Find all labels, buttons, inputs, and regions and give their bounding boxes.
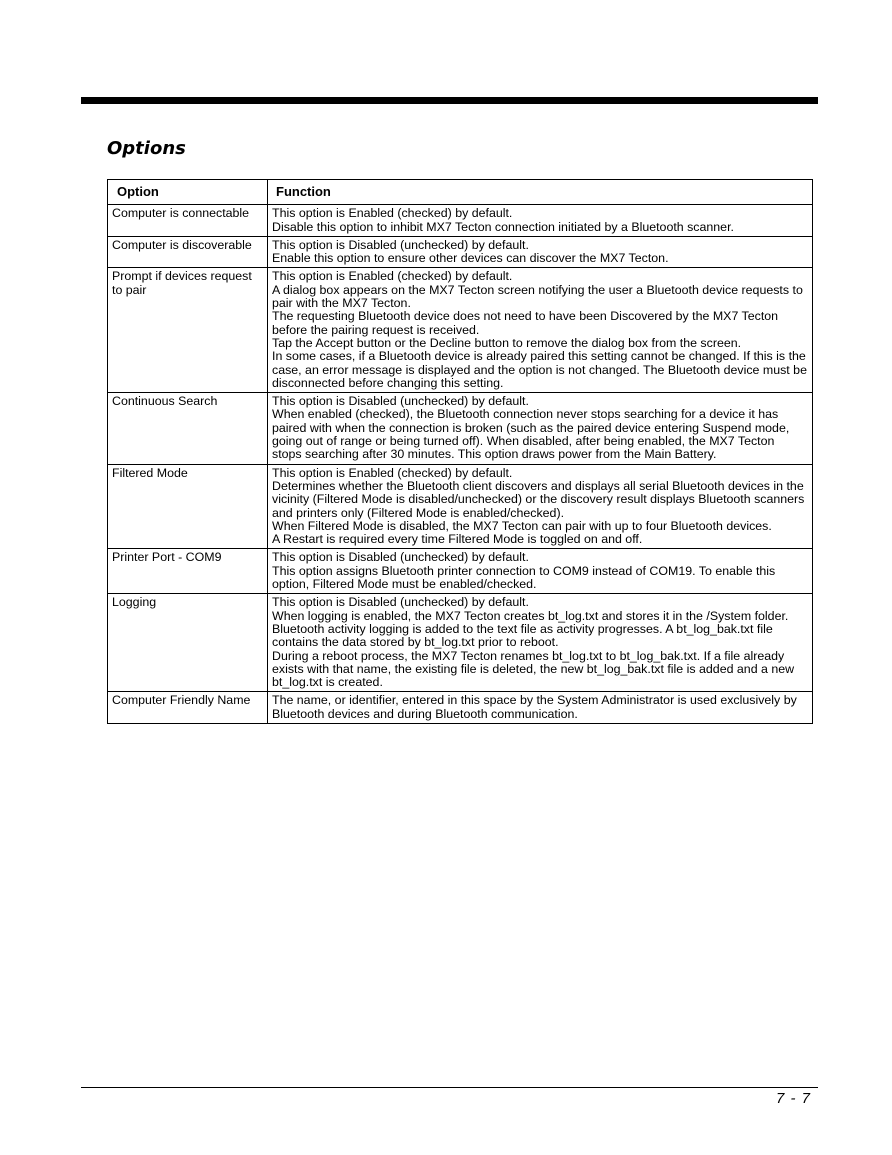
- column-header-function: Function: [268, 180, 813, 205]
- function-line: A dialog box appears on the MX7 Tecton screen notifying the user a Bluetooth device requests to pair with the MX7 Tecton.: [272, 282, 803, 311]
- function-line: This option is Disabled (unchecked) by default.: [272, 595, 529, 610]
- table-row: [108, 393, 813, 464]
- function-line: This option is Disabled (unchecked) by default.: [272, 550, 529, 565]
- option-function: [268, 692, 813, 724]
- footer-rule: [81, 1087, 818, 1088]
- function-line: When logging is enabled, the MX7 Tecton creates bt_log.txt and stores it in the /System folder. Bluetooth activity logging is added to the text file as activity progresses. A bt_log_bak.txt file contains the data stored by bt_log.txt prior to reboot.: [272, 608, 789, 650]
- option-name: Printer Port - COM9: [108, 549, 268, 594]
- function-line: This option is Enabled (checked) by default.: [272, 206, 513, 221]
- option-function: [268, 268, 813, 393]
- table-row: [108, 236, 813, 268]
- option-function: [268, 205, 813, 237]
- table-row: [108, 692, 813, 724]
- table-row: [108, 464, 813, 549]
- table-row: [108, 268, 813, 393]
- function-line: When enabled (checked), the Bluetooth connection never stops searching for a device it has paired with when the connection is broken (such as the paired device entering Suspend mode, going out of range or being turned off). When disabled, after being enabled, the MX7 Tecton stops searching after 30 minutes. This option draws power from the Main Battery.: [272, 407, 790, 462]
- option-name: Filtered Mode: [108, 464, 268, 549]
- option-name: Computer is connectable: [108, 205, 268, 237]
- option-function: [268, 549, 813, 594]
- function-line: In some cases, if a Bluetooth device is already paired this setting cannot be changed. If this is the case, an error message is displayed and the option is not changed. The Bluetooth device must be disconnected before changing this setting.: [272, 349, 807, 390]
- options-table: [107, 179, 813, 724]
- option-function: [268, 393, 813, 464]
- option-name: Computer Friendly Name: [108, 692, 268, 724]
- function-line: Determines whether the Bluetooth client discovers and displays all serial Bluetooth devices in the vicinity (Filtered Mode is disabled/unchecked) or the discovery result displays Bluetooth scanners and printers only (Filtered Mode is enabled/checked).: [272, 478, 805, 520]
- option-name: Computer is discoverable: [108, 236, 268, 268]
- table-row: [108, 549, 813, 594]
- page-number: 7 - 7: [775, 1090, 811, 1107]
- table-header-row: [108, 180, 813, 205]
- function-line: This option is Enabled (checked) by default.: [272, 465, 513, 480]
- function-line: Disable this option to inhibit MX7 Tecton connection initiated by a Bluetooth scanner.: [272, 219, 734, 234]
- table-body: [108, 205, 813, 724]
- function-line: This option assigns Bluetooth printer connection to COM9 instead of COM19. To enable this option, Filtered Mode must be enabled/checked.: [272, 563, 776, 592]
- function-line: The requesting Bluetooth device does not need to have been Discovered by the MX7 Tecton before the pairing request is received.: [272, 309, 779, 337]
- section-title: Options: [107, 138, 186, 159]
- option-function: [268, 236, 813, 268]
- function-line: Tap the Accept button or the Decline button to remove the dialog box from the screen.: [272, 335, 742, 350]
- option-function: [268, 594, 813, 692]
- option-function: [268, 464, 813, 549]
- table-row: [108, 205, 813, 237]
- function-line: When Filtered Mode is disabled, the MX7 Tecton can pair with up to four Bluetooth devices.: [272, 518, 772, 533]
- header-rule: [81, 97, 818, 104]
- function-line: This option is Disabled (unchecked) by default.: [272, 394, 529, 409]
- function-line: During a reboot process, the MX7 Tecton renames bt_log.txt to bt_log_bak.txt. If a file already exists with that name, the existing file is deleted, the new bt_log_bak.txt file is added and a new bt_log.txt is created.: [272, 648, 795, 690]
- option-name: Prompt if devices request to pair: [108, 268, 268, 393]
- function-line: The name, or identifier, entered in this space by the System Administrator is used exclusively by Bluetooth devices and during Bluetooth communication.: [272, 693, 797, 721]
- table-row: [108, 594, 813, 692]
- column-header-option: Option: [108, 180, 268, 205]
- option-name: Continuous Search: [108, 393, 268, 464]
- function-line: A Restart is required every time Filtered Mode is toggled on and off.: [272, 532, 643, 547]
- function-line: Enable this option to ensure other devices can discover the MX7 Tecton.: [272, 251, 669, 266]
- function-line: This option is Disabled (unchecked) by default.: [272, 237, 529, 252]
- function-line: This option is Enabled (checked) by default.: [272, 269, 513, 284]
- option-name: Logging: [108, 594, 268, 692]
